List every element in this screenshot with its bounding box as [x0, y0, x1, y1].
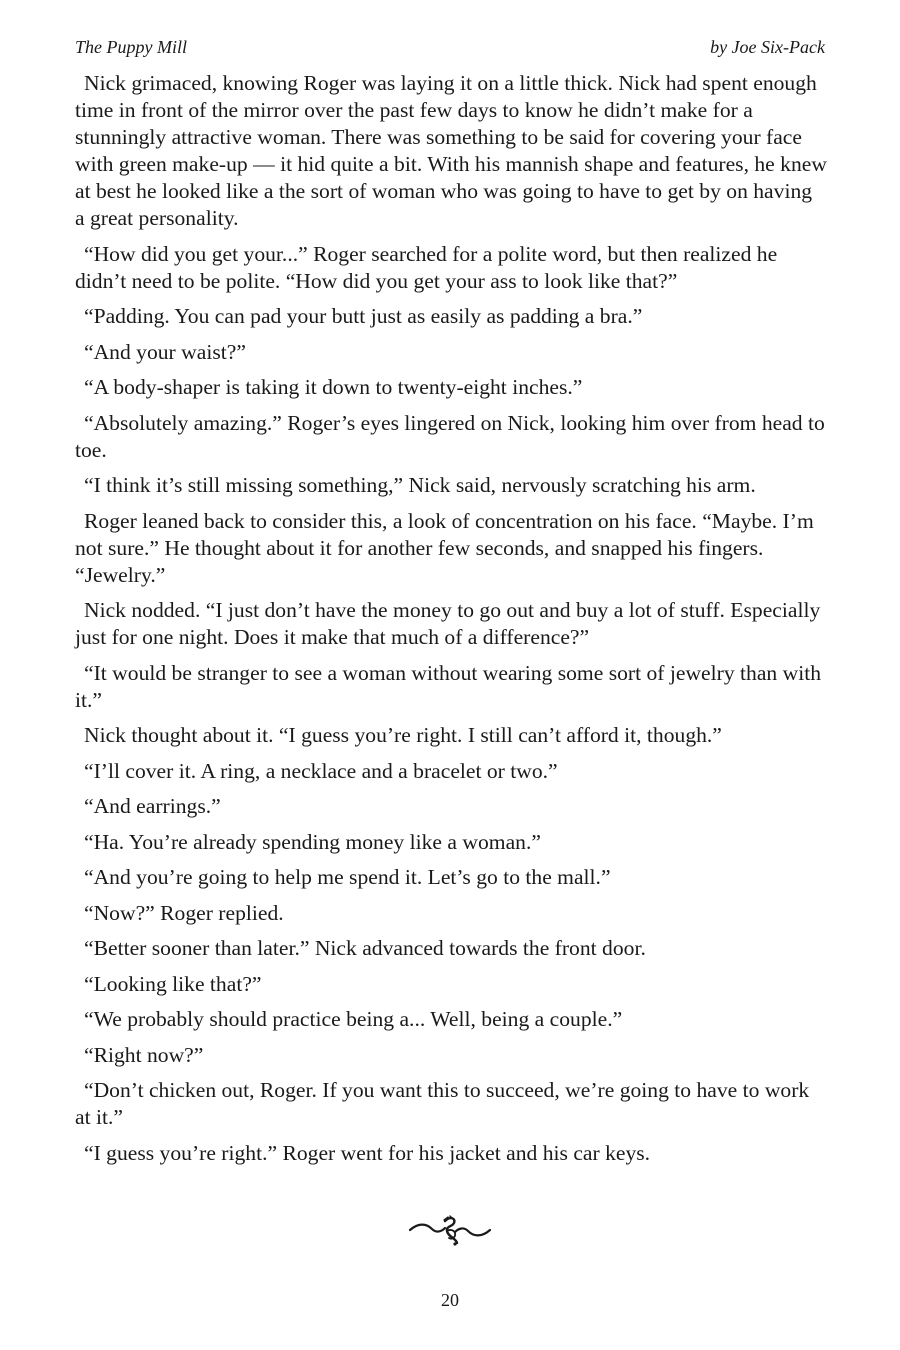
paragraph: “Looking like that?”	[84, 971, 262, 996]
paragraph: “I’ll cover it. A ring, a necklace and a bracelet or two.”	[84, 758, 558, 783]
paragraph: “Right now?”	[84, 1042, 204, 1067]
paragraph: Roger leaned back to consider this, a look of concentration on his face. “Maybe. I’m not sure.” He thought about it for another few seconds, and snapped his fingers. “Jewelry.”	[75, 508, 814, 587]
header-book-title: The Puppy Mill	[75, 37, 187, 57]
paragraph: “Now?” Roger replied.	[84, 900, 284, 925]
paragraph: “Ha. You’re already spending money like a woman.”	[84, 829, 541, 854]
paragraph: “A body-shaper is taking it down to twenty-eight inches.”	[84, 375, 583, 399]
paragraph: “How did you get your...” Roger searched for a polite word, but then realized he didn’t need to be polite. “How did you get your ass to look like that?”	[75, 241, 778, 293]
section-break-flourish-icon	[400, 1210, 500, 1250]
paragraph: “Better sooner than later.” Nick advanced towards the front door.	[84, 936, 646, 960]
running-header	[75, 37, 825, 61]
paragraph: “I think it’s still missing something,” Nick said, nervously scratching his arm.	[84, 473, 756, 497]
page-number: 20	[441, 1290, 459, 1310]
paragraph: “And earrings.”	[84, 794, 221, 818]
paragraph: “And you’re going to help me spend it. Let’s go to the mall.”	[84, 865, 611, 889]
paragraph: “Padding. You can pad your butt just as easily as padding a bra.”	[84, 304, 643, 328]
paragraph: Nick grimaced, knowing Roger was laying it on a little thick. Nick had spent enough time in front of the mirror over the past few days to know he didn’t make for a stunningly attractive woman. There was something to be said for covering your face with green make-up — it hid quite a bit. With his mannish shape and features, he knew at best he looked like a the sort of woman who was going to have to get by on having a great personality.	[75, 71, 827, 230]
paragraph: Nick thought about it. “I guess you’re right. I still can’t afford it, though.”	[84, 723, 722, 747]
paragraph: Nick nodded. “I just don’t have the money to go out and buy a lot of stuff. Especially just for one night. Does it make that much of a difference?”	[75, 598, 821, 649]
paragraph: “It would be stranger to see a woman without wearing some sort of jewelry than with it.”	[75, 660, 821, 712]
body-text	[75, 70, 827, 1175]
paragraph: “Don’t chicken out, Roger. If you want this to succeed, we’re going to have to work at it.”	[75, 1078, 810, 1129]
paragraph: “I guess you’re right.” Roger went for his jacket and his car keys.	[84, 1140, 651, 1165]
paragraph: “We probably should practice being a... Well, being a couple.”	[84, 1007, 623, 1031]
header-author: by Joe Six-Pack	[710, 37, 825, 57]
paragraph: “Absolutely amazing.” Roger’s eyes lingered on Nick, looking him over from head to toe.	[75, 410, 825, 462]
paragraph: “And your waist?”	[84, 339, 246, 364]
